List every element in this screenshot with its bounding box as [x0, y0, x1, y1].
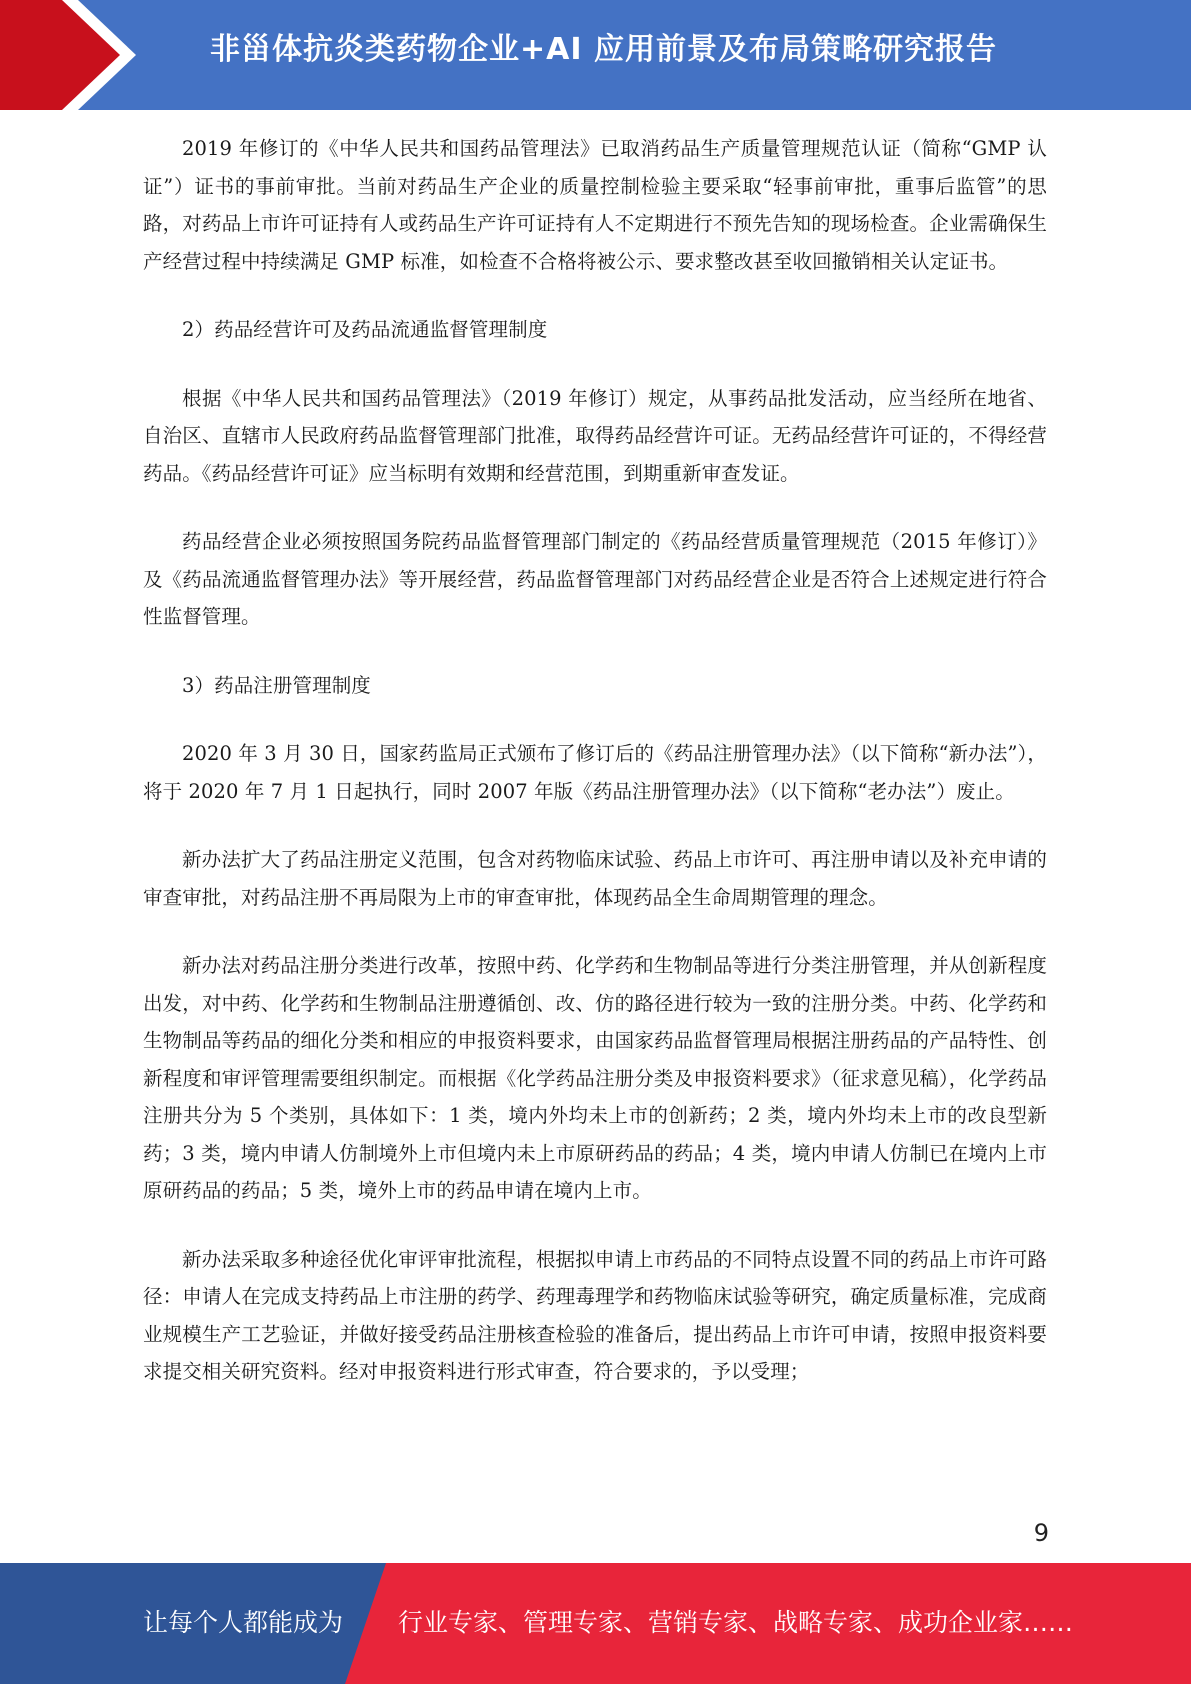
document-body — [143, 130, 1047, 1391]
paragraph-approval-path: 新办法采取多种途径优化审评审批流程，根据拟申请上市药品的不同特点设置不同的药品上市许可路径：申请人在完成支持药品上市注册的药学、药理毒理学和药物临床试验等研究，确定质量标准，完成商业规模生产工艺验证，并做好接受药品注册核查检验的准备后，提出药品上市许可申请，按照申报资料要求提交相关研究资料。经对申报资料进行形式审查，符合要求的，予以受理； — [143, 1247, 1047, 1383]
section-heading-distribution: 2）药品经营许可及药品流通监督管理制度 — [182, 318, 548, 341]
header-banner — [0, 0, 1191, 110]
footer-slogan-left: 让每个人都能成为 — [143, 1608, 344, 1637]
header-chevron-decoration — [0, 0, 160, 110]
paragraph-gmp: 2019 年修订的《中华人民共和国药品管理法》已取消药品生产质量管理规范认证（简称“GMP 认证”）证书的事前审批。当前对药品生产企业的质量控制检验主要采取“轻事前审批，重事后监管”的思路，对药品上市许可证持有人或药品生产许可证持有人不定期进行不预先告知的现场检查。企业需确保生产经营过程中持续满足 GMP 标准，如检查不合格将被公示、要求整改甚至收回撤销相关认定证书。 — [143, 137, 1047, 273]
report-title: 非甾体抗炎类药物企业+AI 应用前景及布局策略研究报告 — [210, 32, 997, 67]
page-number: 9 — [1033, 1519, 1049, 1547]
section-heading-registration: 3）药品注册管理制度 — [182, 673, 371, 697]
footer-slogan-right: 行业专家、管理专家、营销专家、战略专家、成功企业家…… — [398, 1608, 1074, 1637]
paragraph-classification: 新办法对药品注册分类进行改革，按照中药、化学药和生物制品等进行分类注册管理，并从创新程度出发，对中药、化学药和生物制品注册遵循创、改、仿的路径进行较为一致的注册分类。中药、化学药和生物制品等药品的细化分类和相应的申报资料要求，由国家药品监督管理局根据注册药品的产品特性、创新程度和审评管理需要组织制定。而根据《化学药品注册分类及申报资料要求》（征求意见稿），化学药品注册共分为 5 个类别，具体如下：1 类，境内外均未上市的创新药；2 类，境内外均未上市的改良型新药；3 类，境内申请人仿制境外上市但境内未上市原研药品的药品；4 类，境内申请人仿制已在境内上市原研药品的药品；5 类，境外上市的药品申请在境内上市。 — [143, 954, 1047, 1202]
paragraph-scope: 新办法扩大了药品注册定义范围，包含对药物临床试验、药品上市许可、再注册申请以及补充申请的审查审批，对药品注册不再局限为上市的审查审批，体现药品全生命周期管理的理念。 — [143, 848, 1047, 909]
paragraph-license: 根据《中华人民共和国药品管理法》（2019 年修订）规定，从事药品批发活动，应当经所在地省、自治区、直辖市人民政府药品监督管理部门批准，取得药品经营许可证。无药品经营许可证的，不得经营药品。《药品经营许可证》应当标明有效期和经营范围，到期重新审查发证。 — [143, 386, 1047, 485]
paragraph-new-rules: 2020 年 3 月 30 日，国家药监局正式颁布了修订后的《药品注册管理办法》（以下简称“新办法”），将于 2020 年 7 月 1 日起执行，同时 2007 年版《药品注册管理办法》（以下简称“老办法”）废止。 — [143, 742, 1047, 803]
paragraph-gsp: 药品经营企业必须按照国务院药品监督管理部门制定的《药品经营质量管理规范（2015 年修订）》及《药品流通监督管理办法》等开展经营，药品监督管理部门对药品经营企业是否符合上述规定进行符合性监督管理。 — [143, 530, 1047, 628]
footer-banner — [0, 1563, 1191, 1684]
